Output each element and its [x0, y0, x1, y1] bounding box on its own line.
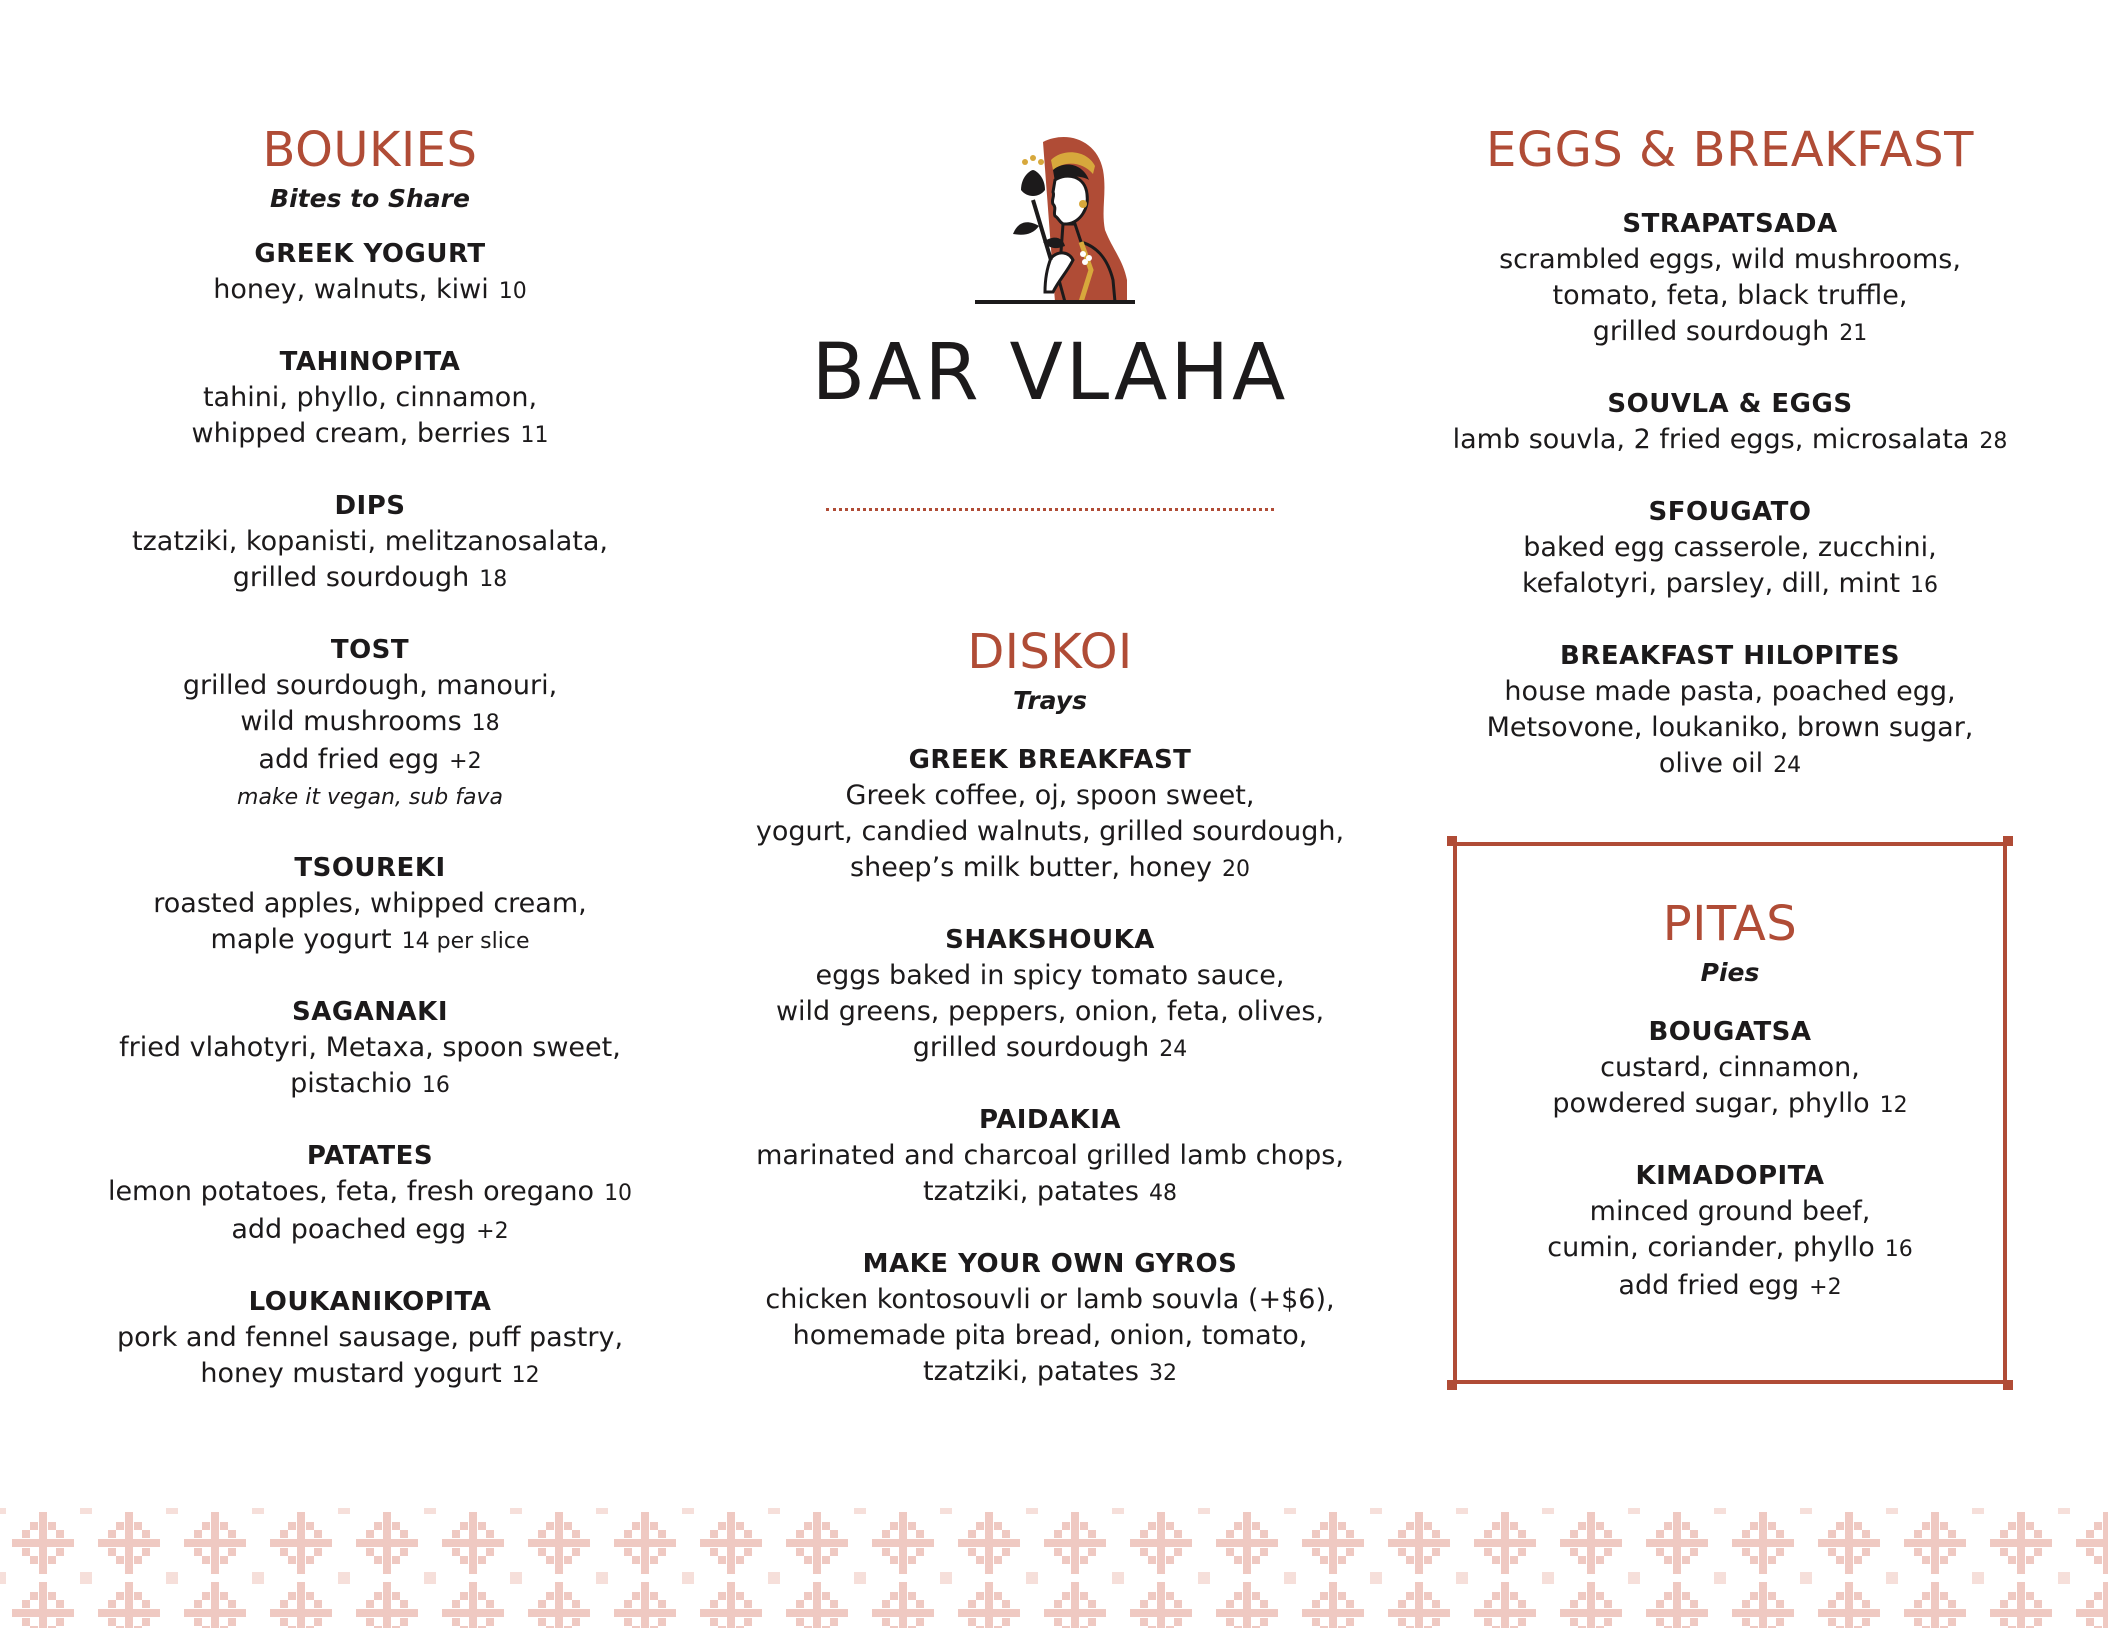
diskoi-section [735, 0, 1365, 1392]
item-price: 14 per slice [401, 929, 530, 954]
item-name: STRAPATSADA [1622, 209, 1838, 239]
pitas-section [1453, 0, 2007, 1306]
item-desc: sheep’s milk butter, honey 20 [850, 852, 1250, 883]
item-name: KIMADOPITA [1635, 1161, 1825, 1191]
item-desc: house made pasta, poached egg, [1504, 676, 1956, 707]
item-desc: marinated and charcoal grilled lamb chops, [756, 1140, 1344, 1171]
item-desc: wild greens, peppers, onion, feta, olives, [775, 996, 1325, 1027]
item-price: 10 [604, 1181, 633, 1206]
item-name: PATATES [306, 1141, 434, 1171]
item-desc: grilled sourdough 18 [232, 562, 508, 593]
item-name: SOUVLA & EGGS [1607, 389, 1853, 419]
item-desc: tzatziki, patates 32 [923, 1356, 1177, 1387]
menu-item-make-your-own-gyros [735, 1246, 1365, 1392]
item-desc: grilled sourdough 24 [912, 1032, 1188, 1063]
item-name: GREEK YOGURT [254, 239, 486, 269]
boukies-subtitle: Bites to Share [270, 184, 470, 213]
item-price: 18 [479, 567, 508, 592]
item-name: BREAKFAST HILOPITES [1560, 641, 1900, 671]
item-desc: pistachio 16 [290, 1068, 450, 1099]
addon-price: +2 [1809, 1275, 1842, 1300]
item-desc: lamb souvla, 2 fried eggs, microsalata 28 [1452, 424, 2008, 455]
pitas-title: PITAS [1662, 896, 1798, 952]
frame-corner [1447, 1380, 1457, 1390]
item-name: LOUKANIKOPITA [248, 1287, 492, 1317]
brand-name: BAR VLAHA [811, 328, 1289, 418]
frame-corner [2003, 1380, 2013, 1390]
item-desc: chicken kontosouvli or lamb souvla (+$6), [765, 1284, 1335, 1315]
item-note: make it vegan, sub fava [237, 785, 503, 810]
item-name: GREEK BREAKFAST [908, 745, 1192, 775]
item-desc: grilled sourdough, manouri, [182, 670, 558, 701]
menu-item-saganaki [55, 994, 685, 1104]
item-desc: honey, walnuts, kiwi 10 [213, 274, 527, 305]
item-price: 16 [421, 1073, 450, 1098]
item-desc: yogurt, candied walnuts, grilled sourdough, [755, 816, 1345, 847]
menu-item-tsoureki [55, 850, 685, 960]
item-price: 24 [1773, 753, 1802, 778]
item-name: DIPS [334, 491, 406, 521]
item-price: 11 [520, 423, 549, 448]
item-price: 18 [471, 711, 500, 736]
item-desc: Greek coffee, oj, spoon sweet, [845, 780, 1255, 811]
item-name: TSOUREKI [294, 853, 446, 883]
menu-item-loukanikopita [55, 1284, 685, 1394]
pitas-subtitle: Pies [1700, 958, 1760, 987]
item-desc: pork and fennel sausage, puff pastry, [116, 1322, 624, 1353]
item-desc: olive oil 24 [1658, 748, 1802, 779]
item-name: TOST [330, 635, 410, 665]
item-name: SFOUGATO [1648, 497, 1812, 527]
menu-item-tost [55, 632, 685, 816]
item-price: 20 [1221, 857, 1250, 882]
menu-item-patates [55, 1138, 685, 1250]
item-addon: add fried egg +2 [258, 744, 482, 775]
item-price: 48 [1148, 1181, 1177, 1206]
item-price: 16 [1910, 573, 1939, 598]
addon-price: +2 [449, 749, 482, 774]
boukies-title: BOUKIES [262, 122, 478, 178]
item-price: 16 [1884, 1237, 1913, 1262]
item-desc: tomato, feta, black truffle, [1552, 280, 1908, 311]
menu-item-bougatsa [1453, 1014, 2007, 1124]
item-desc: kefalotyri, parsley, dill, mint 16 [1521, 568, 1939, 599]
item-price: 12 [511, 1363, 540, 1388]
menu-item-paidakia [735, 1102, 1365, 1212]
item-desc: tzatziki, kopanisti, melitzanosalata, [132, 526, 608, 557]
item-desc: honey mustard yogurt 12 [200, 1358, 540, 1389]
item-desc: minced ground beef, [1589, 1196, 1871, 1227]
eggs-breakfast-title: EGGS & BREAKFAST [1486, 122, 1974, 178]
menu-item-dips [55, 488, 685, 598]
item-desc: tzatziki, patates 48 [923, 1176, 1177, 1207]
item-desc: whipped cream, berries 11 [191, 418, 549, 449]
diskoi-subtitle: Trays [1013, 686, 1087, 715]
item-price: 28 [1979, 429, 2008, 454]
item-name: SAGANAKI [291, 997, 448, 1027]
diskoi-title: DISKOI [967, 624, 1133, 680]
item-desc: wild mushrooms 18 [240, 706, 500, 737]
item-name: PAIDAKIA [978, 1105, 1122, 1135]
item-desc: powdered sugar, phyllo 12 [1552, 1088, 1908, 1119]
item-addon: add poached egg +2 [231, 1214, 509, 1245]
menu-item-tahinopita [55, 344, 685, 454]
item-price: 12 [1879, 1093, 1908, 1118]
item-desc: fried vlahotyri, Metaxa, spoon sweet, [119, 1032, 621, 1063]
item-desc: scrambled eggs, wild mushrooms, [1499, 244, 1961, 275]
boukies-section [55, 0, 685, 1394]
item-name: TAHINOPITA [279, 347, 461, 377]
item-desc: custard, cinnamon, [1600, 1052, 1860, 1083]
item-desc: Metsovone, loukaniko, brown sugar, [1486, 712, 1974, 743]
menu-item-greek-yogurt [55, 236, 685, 310]
item-desc: baked egg casserole, zucchini, [1523, 532, 1937, 563]
item-desc: homemade pita bread, onion, tomato, [792, 1320, 1308, 1351]
item-addon: add fried egg +2 [1618, 1270, 1842, 1301]
item-price: 21 [1839, 321, 1868, 346]
menu-item-kimadopita [1453, 1158, 2007, 1306]
item-desc: maple yogurt 14 per slice [210, 924, 530, 955]
menu-item-shakshouka [735, 922, 1365, 1068]
item-price: 32 [1148, 1361, 1177, 1386]
item-name: MAKE YOUR OWN GYROS [862, 1249, 1238, 1279]
addon-price: +2 [476, 1219, 509, 1244]
floral-pattern-icon [0, 1508, 2108, 1628]
item-desc: tahini, phyllo, cinnamon, [202, 382, 538, 413]
item-price: 10 [498, 279, 527, 304]
item-price: 24 [1159, 1037, 1188, 1062]
item-name: BOUGATSA [1648, 1017, 1812, 1047]
item-desc: lemon potatoes, feta, fresh oregano 10 [107, 1176, 633, 1207]
item-desc: eggs baked in spicy tomato sauce, [815, 960, 1285, 991]
menu-item-greek-breakfast [735, 742, 1365, 888]
item-desc: cumin, coriander, phyllo 16 [1547, 1232, 1913, 1263]
item-name: SHAKSHOUKA [945, 925, 1155, 955]
item-desc: grilled sourdough 21 [1592, 316, 1868, 347]
item-desc: roasted apples, whipped cream, [153, 888, 587, 919]
